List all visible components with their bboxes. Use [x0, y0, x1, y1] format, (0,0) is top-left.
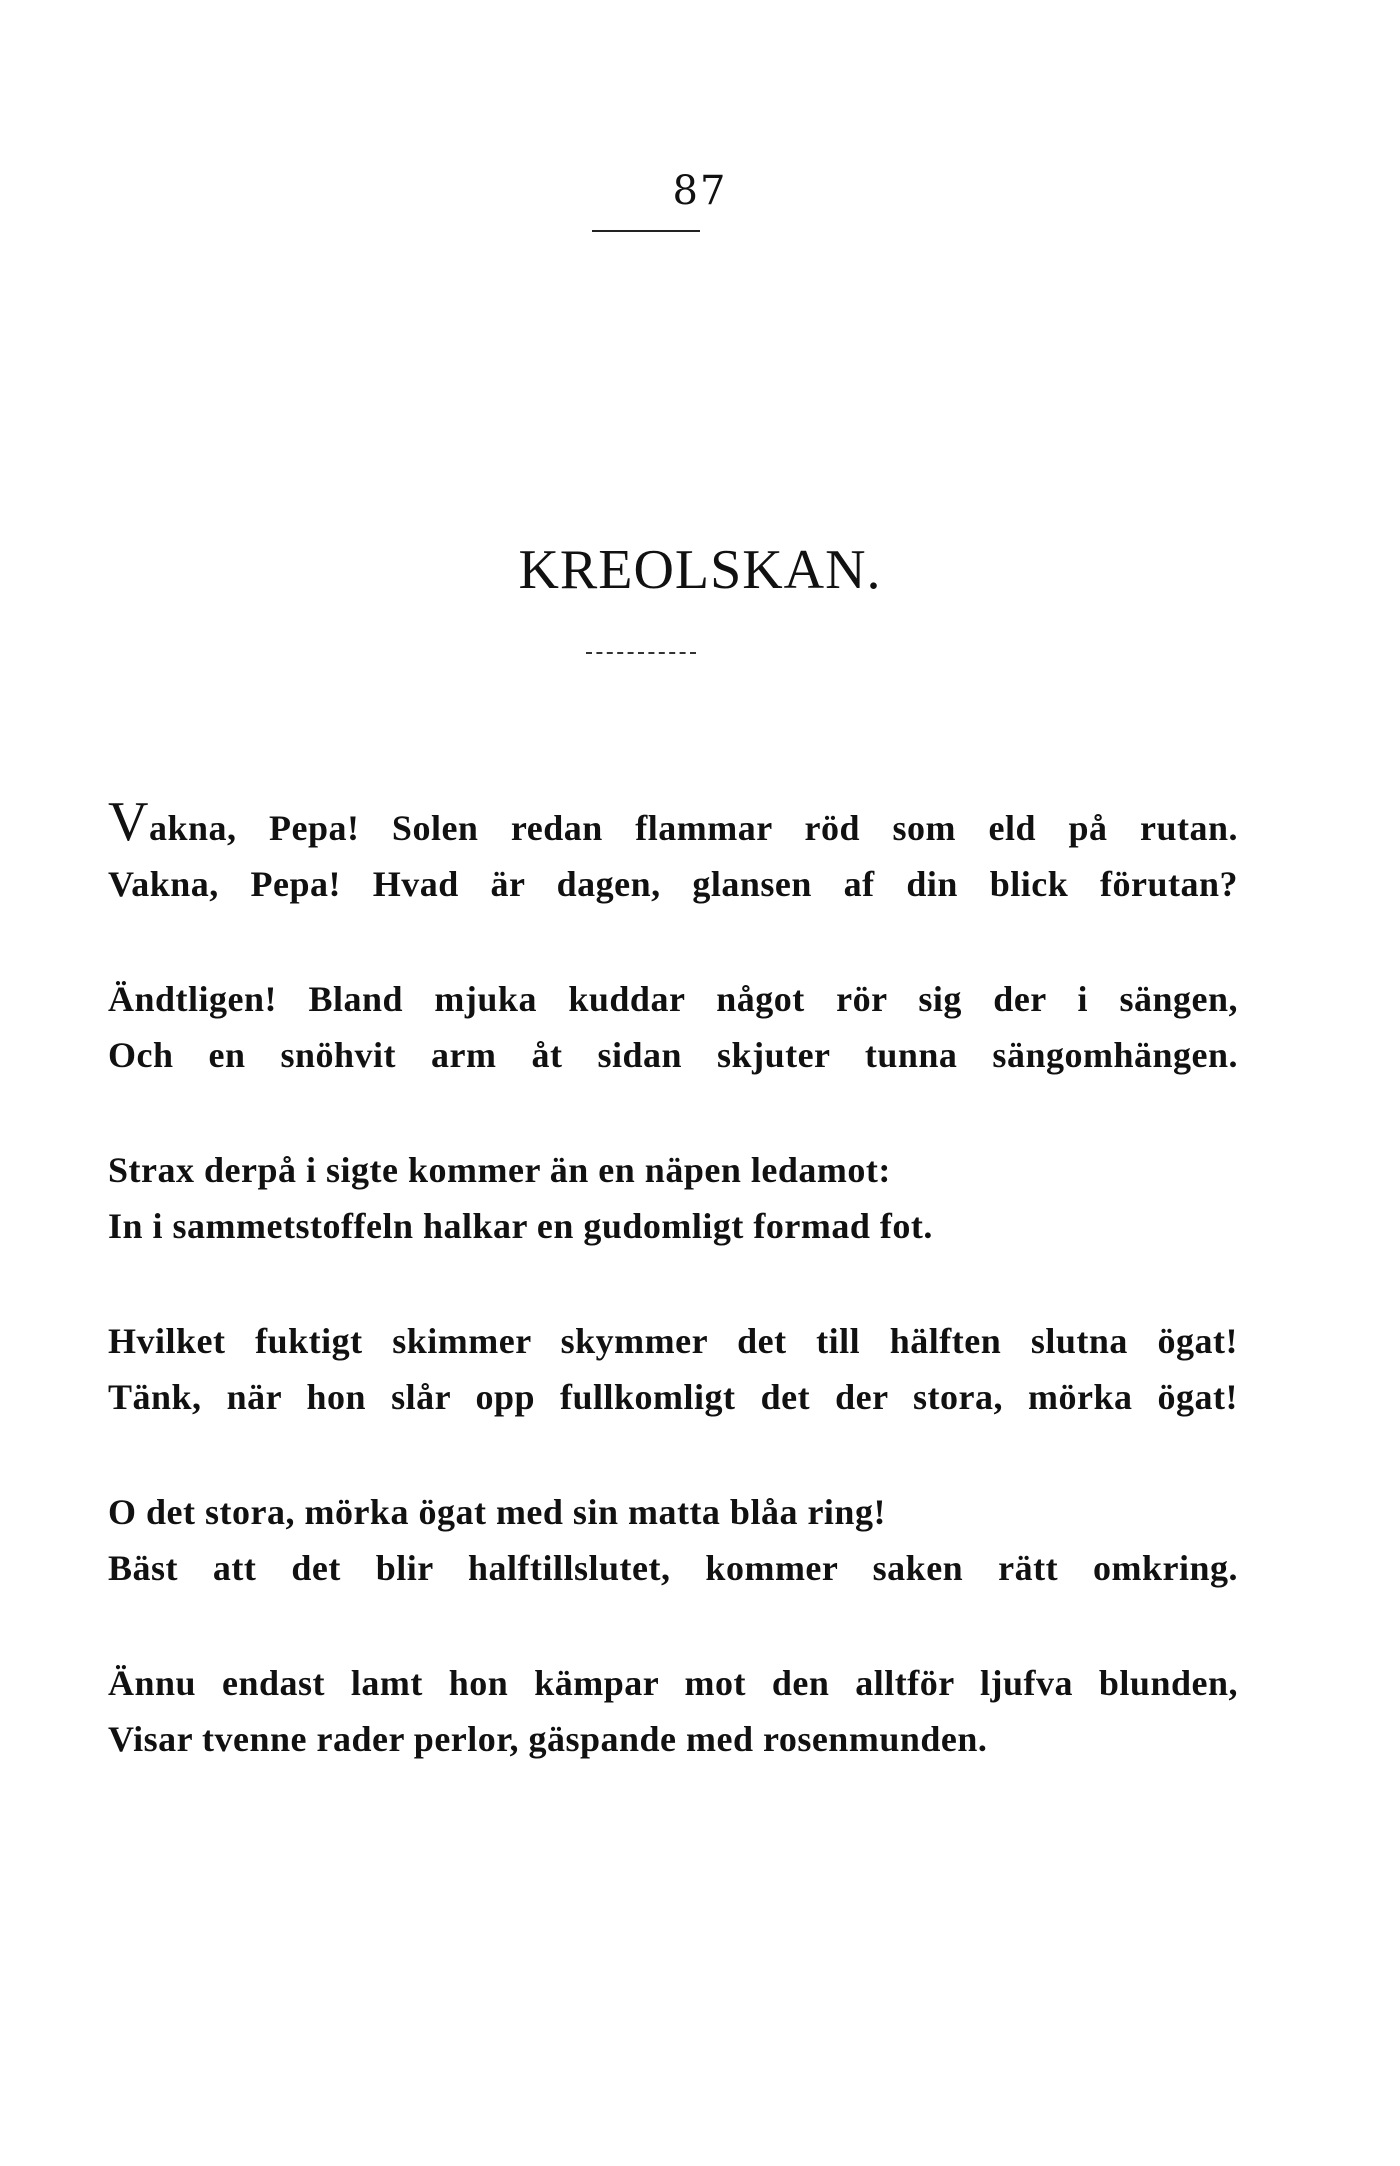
poem-line: [108, 791, 1238, 856]
title-rule: [586, 652, 696, 654]
poem-line: In i sammetstoffeln halkar en gudomligt formad fot.: [108, 1206, 933, 1246]
line-text: akna, Pepa! Solen redan flammar röd som eld på rutan.: [148, 808, 1238, 848]
page-number: 87: [672, 168, 728, 214]
poem-line: Bäst att det blir halftillslutet, kommer saken rätt omkring.: [108, 1548, 1238, 1588]
poem-line: Och en snöhvit arm åt sidan skjuter tunna sängomhängen.: [108, 1035, 1238, 1075]
poem-line: Vakna, Pepa! Hvad är dagen, glansen af din blick förutan?: [108, 864, 1238, 904]
poem-line: Strax derpå i sigte kommer än en näpen ledamot:: [108, 1150, 891, 1190]
stanza-5: [108, 1484, 1238, 1596]
stanza-4: [108, 1313, 1238, 1425]
poem-line: Tänk, när hon slår opp fullkomligt det der stora, mörka ögat!: [108, 1377, 1238, 1417]
poem-line: Ändtligen! Bland mjuka kuddar något rör sig der i sängen,: [108, 979, 1238, 1019]
poem-title: KREOLSKAN.: [518, 539, 882, 601]
stanza-6: [108, 1655, 1238, 1767]
poem-line: Visar tvenne rader perlor, gäspande med rosenmunden.: [108, 1719, 988, 1759]
poem-line: Ännu endast lamt hon kämpar mot den alltför ljufva blunden,: [108, 1663, 1238, 1703]
poem-line: O det stora, mörka ögat med sin matta blåa ring!: [108, 1492, 886, 1532]
page-number-rule: [592, 230, 700, 232]
stanza-1: [108, 791, 1238, 912]
poem-body: [108, 791, 1238, 1826]
stanza-2: [108, 971, 1238, 1083]
stanza-3: [108, 1142, 1238, 1254]
poem-line: Hvilket fuktigt skimmer skymmer det till hälften slutna ögat!: [108, 1321, 1238, 1361]
drop-cap: V: [108, 791, 149, 853]
